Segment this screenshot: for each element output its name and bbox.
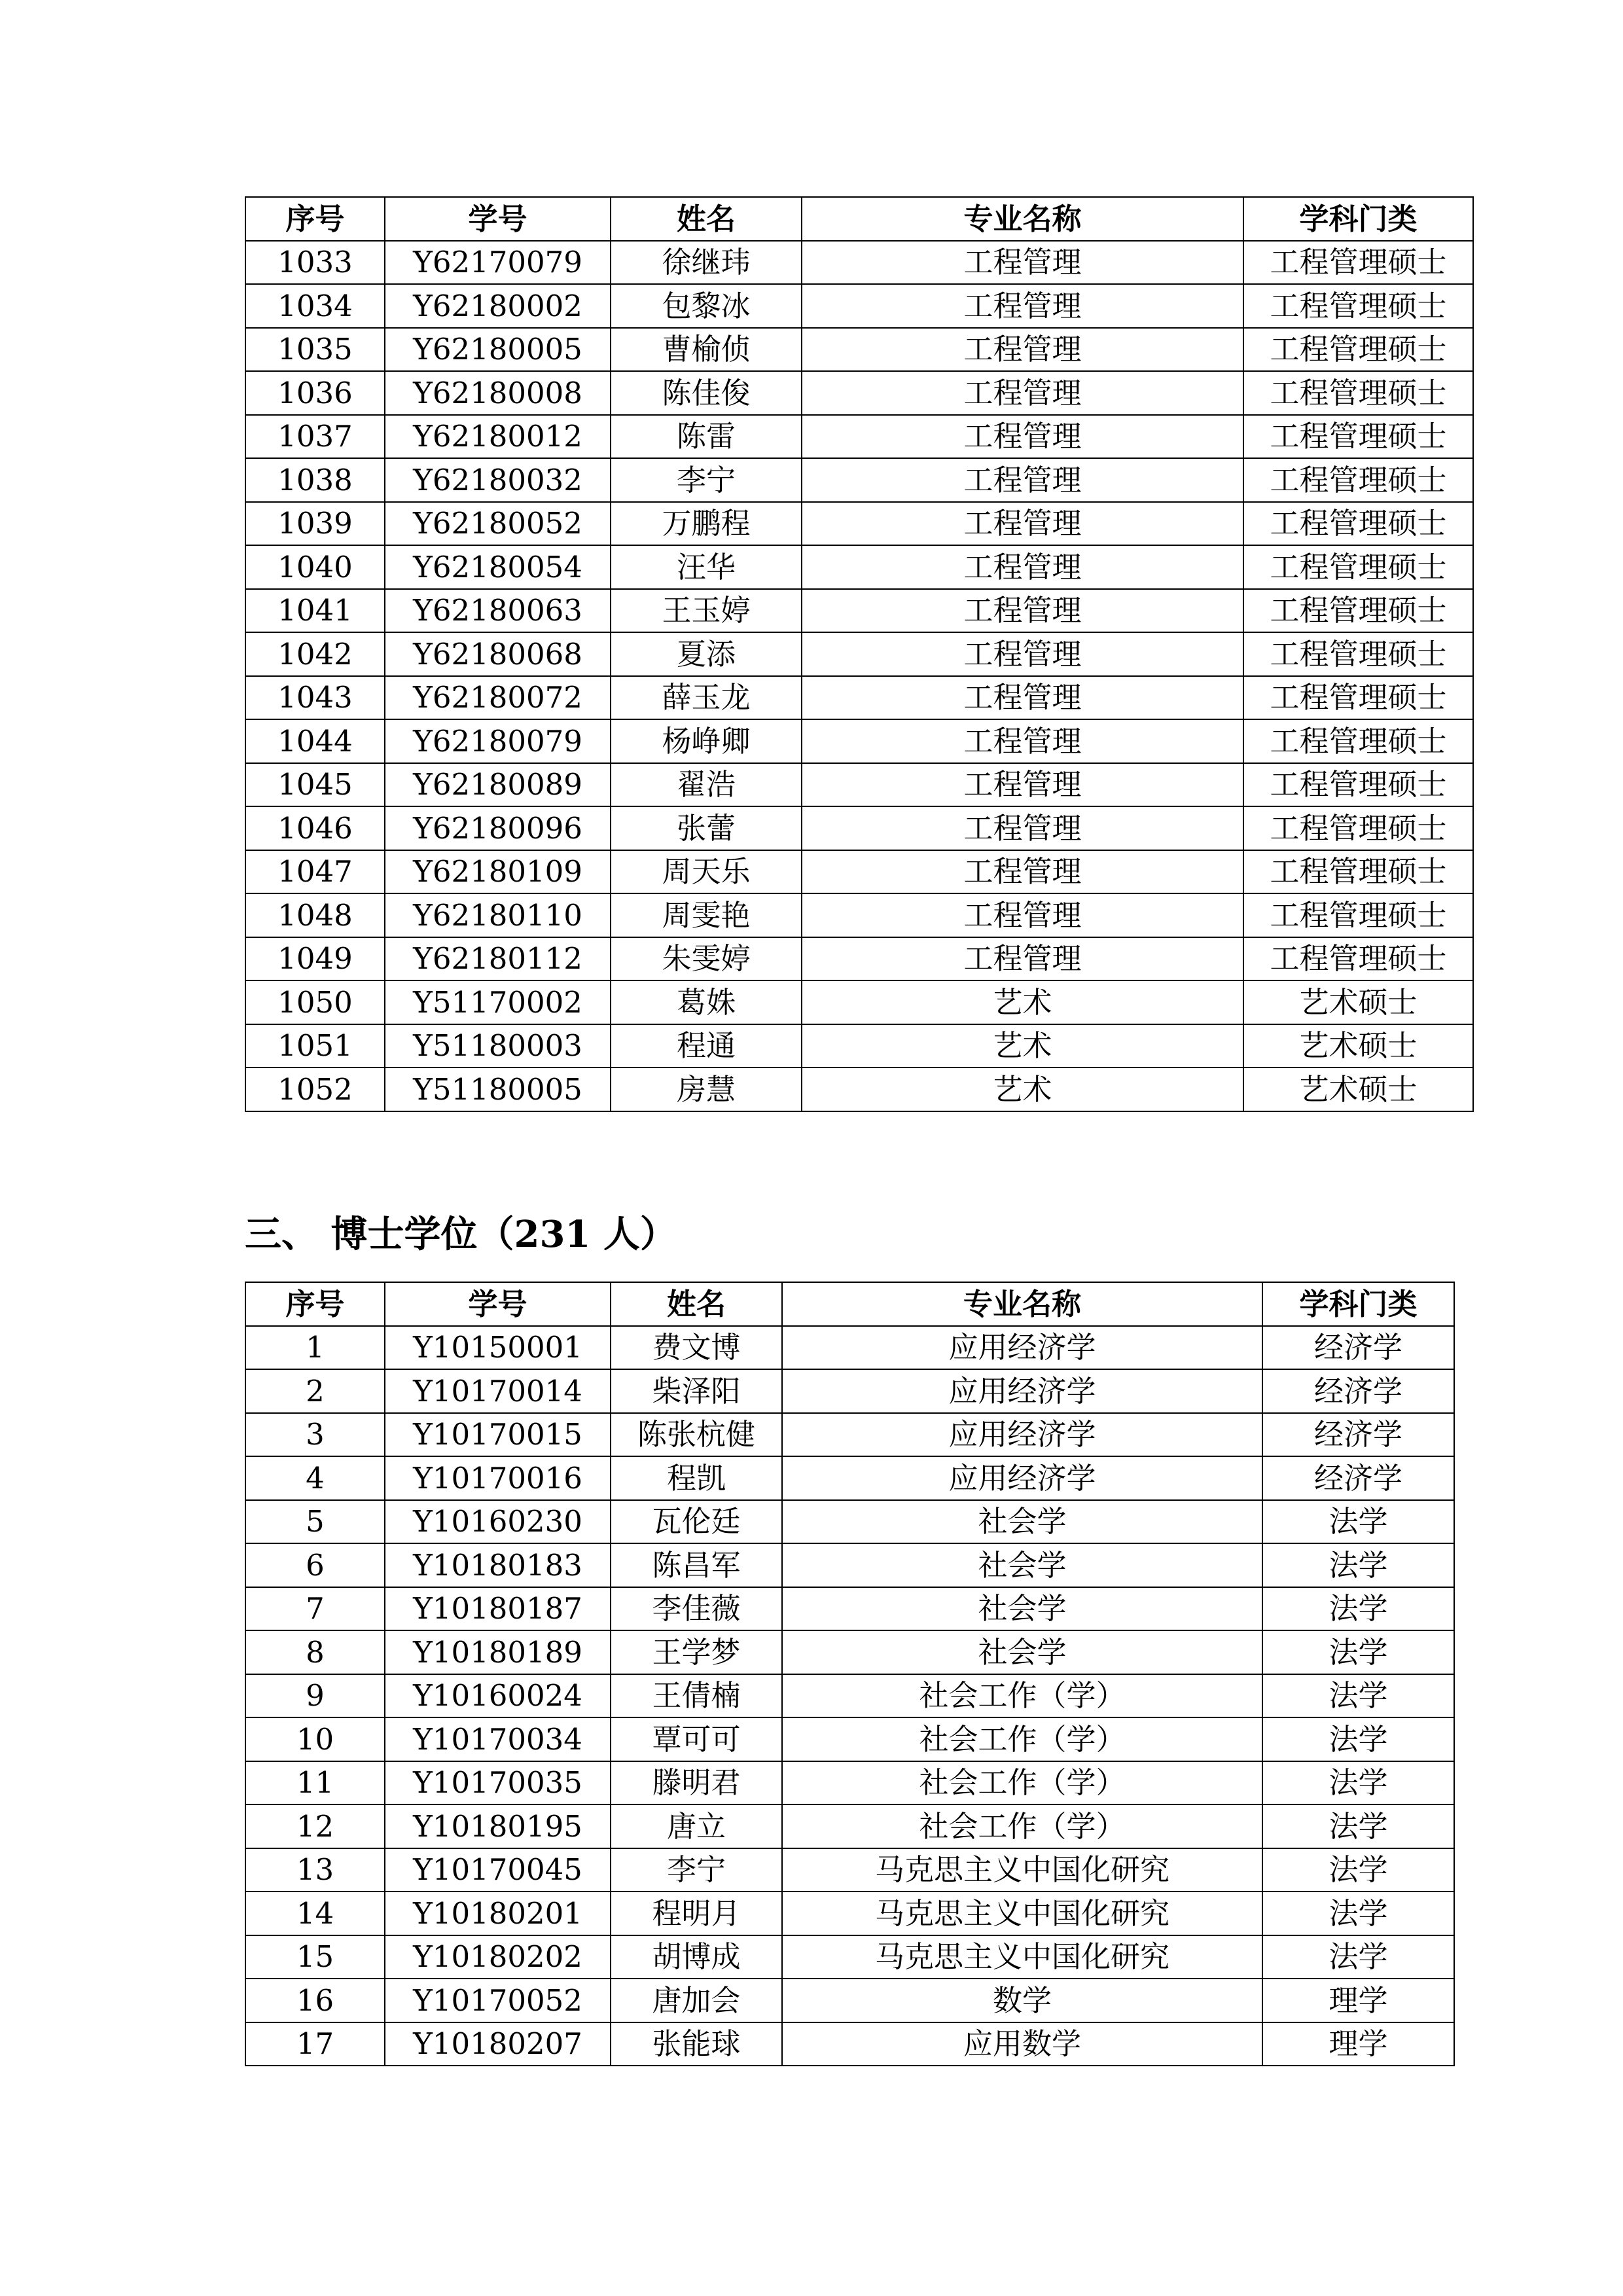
table-row — [245, 1804, 1454, 1848]
cell-discipline: 经济学 — [1262, 1413, 1454, 1457]
cell-discipline: 艺术硕士 — [1243, 1067, 1473, 1111]
table-row — [245, 1848, 1454, 1892]
cell-discipline: 法学 — [1262, 1587, 1454, 1631]
cell-name: 陈张杭健 — [611, 1413, 782, 1457]
cell-index: 10 — [245, 1717, 385, 1761]
cell-index: 1041 — [245, 589, 385, 633]
cell-student-id: Y10170045 — [385, 1848, 611, 1892]
cell-index: 1034 — [245, 284, 385, 328]
cell-major: 工程管理 — [802, 719, 1243, 763]
cell-student-id: Y51180003 — [385, 1024, 611, 1068]
cell-discipline: 工程管理硕士 — [1243, 893, 1473, 937]
column-header-student-id: 学号 — [385, 1282, 611, 1326]
cell-student-id: Y10180187 — [385, 1587, 611, 1631]
cell-major: 工程管理 — [802, 806, 1243, 850]
cell-index: 1050 — [245, 980, 385, 1024]
cell-discipline: 艺术硕士 — [1243, 1024, 1473, 1068]
cell-student-id: Y51170002 — [385, 980, 611, 1024]
column-header-index: 序号 — [245, 197, 385, 241]
cell-major: 马克思主义中国化研究 — [782, 1848, 1262, 1892]
table-row — [245, 1067, 1473, 1111]
table-row — [245, 980, 1473, 1024]
cell-index: 2 — [245, 1369, 385, 1413]
cell-name: 陈佳俊 — [611, 371, 802, 415]
cell-name: 翟浩 — [611, 763, 802, 807]
cell-discipline: 法学 — [1262, 1804, 1454, 1848]
cell-student-id: Y62180110 — [385, 893, 611, 937]
cell-index: 8 — [245, 1630, 385, 1674]
cell-index: 1047 — [245, 850, 385, 894]
cell-student-id: Y62180089 — [385, 763, 611, 807]
cell-major: 社会学 — [782, 1587, 1262, 1631]
section-heading-doctoral-degree: 三、 博士学位（231 人） — [245, 1213, 677, 1256]
cell-student-id: Y10170052 — [385, 1979, 611, 2022]
cell-student-id: Y10180207 — [385, 2022, 611, 2066]
cell-name: 陈雷 — [611, 415, 802, 459]
table-row — [245, 1674, 1454, 1718]
cell-student-id: Y10180201 — [385, 1892, 611, 1935]
cell-major: 工程管理 — [802, 284, 1243, 328]
table-row — [245, 1935, 1454, 1979]
cell-discipline: 法学 — [1262, 1935, 1454, 1979]
cell-student-id: Y62180032 — [385, 458, 611, 502]
cell-index: 16 — [245, 1979, 385, 2022]
cell-discipline: 工程管理硕士 — [1243, 371, 1473, 415]
cell-major: 社会学 — [782, 1543, 1262, 1587]
cell-student-id: Y62180052 — [385, 502, 611, 546]
table-row — [245, 328, 1473, 372]
cell-student-id: Y10160230 — [385, 1500, 611, 1544]
cell-discipline: 法学 — [1262, 1500, 1454, 1544]
cell-name: 张蕾 — [611, 806, 802, 850]
column-header-name: 姓名 — [611, 197, 802, 241]
cell-discipline: 理学 — [1262, 1979, 1454, 2022]
table-body — [245, 1326, 1454, 2066]
cell-discipline: 工程管理硕士 — [1243, 937, 1473, 981]
cell-discipline: 工程管理硕士 — [1243, 676, 1473, 720]
cell-index: 1052 — [245, 1067, 385, 1111]
cell-name: 包黎冰 — [611, 284, 802, 328]
cell-major: 应用数学 — [782, 2022, 1262, 2066]
table-row — [245, 1587, 1454, 1631]
cell-student-id: Y10180202 — [385, 1935, 611, 1979]
column-header-index: 序号 — [245, 1282, 385, 1326]
cell-student-id: Y62180109 — [385, 850, 611, 894]
cell-index: 1033 — [245, 241, 385, 285]
cell-student-id: Y62180096 — [385, 806, 611, 850]
table-row — [245, 632, 1473, 676]
cell-name: 程通 — [611, 1024, 802, 1068]
cell-discipline: 经济学 — [1262, 1369, 1454, 1413]
cell-index: 17 — [245, 2022, 385, 2066]
cell-major: 应用经济学 — [782, 1369, 1262, 1413]
cell-name: 杨峥卿 — [611, 719, 802, 763]
cell-discipline: 经济学 — [1262, 1326, 1454, 1370]
cell-discipline: 法学 — [1262, 1892, 1454, 1935]
cell-discipline: 法学 — [1262, 1717, 1454, 1761]
cell-index: 1039 — [245, 502, 385, 546]
cell-student-id: Y62180068 — [385, 632, 611, 676]
cell-major: 应用经济学 — [782, 1456, 1262, 1500]
cell-discipline: 法学 — [1262, 1848, 1454, 1892]
cell-discipline: 工程管理硕士 — [1243, 806, 1473, 850]
cell-student-id: Y62180002 — [385, 284, 611, 328]
table-row — [245, 241, 1473, 285]
cell-index: 1035 — [245, 328, 385, 372]
cell-name: 费文博 — [611, 1326, 782, 1370]
cell-student-id: Y62180112 — [385, 937, 611, 981]
cell-name: 李佳薇 — [611, 1587, 782, 1631]
cell-student-id: Y10160024 — [385, 1674, 611, 1718]
column-header-major: 专业名称 — [782, 1282, 1262, 1326]
cell-name: 唐立 — [611, 1804, 782, 1848]
cell-student-id: Y62180079 — [385, 719, 611, 763]
cell-major: 工程管理 — [802, 502, 1243, 546]
cell-major: 工程管理 — [802, 676, 1243, 720]
table-row — [245, 1761, 1454, 1805]
cell-name: 朱雯婷 — [611, 937, 802, 981]
table-header-row — [245, 197, 1473, 241]
cell-name: 瓦伦廷 — [611, 1500, 782, 1544]
cell-index: 1 — [245, 1326, 385, 1370]
cell-student-id: Y10180189 — [385, 1630, 611, 1674]
column-header-name: 姓名 — [611, 1282, 782, 1326]
cell-major: 工程管理 — [802, 458, 1243, 502]
cell-index: 3 — [245, 1413, 385, 1457]
cell-name: 周天乐 — [611, 850, 802, 894]
table-row — [245, 1630, 1454, 1674]
table-row — [245, 1500, 1454, 1544]
cell-name: 万鹏程 — [611, 502, 802, 546]
cell-student-id: Y10170035 — [385, 1761, 611, 1805]
cell-discipline: 工程管理硕士 — [1243, 502, 1473, 546]
table-row — [245, 1979, 1454, 2022]
cell-index: 1042 — [245, 632, 385, 676]
cell-name: 王玉婷 — [611, 589, 802, 633]
cell-discipline: 工程管理硕士 — [1243, 632, 1473, 676]
table-row — [245, 1543, 1454, 1587]
cell-major: 应用经济学 — [782, 1413, 1262, 1457]
table-row — [245, 2022, 1454, 2066]
cell-major: 马克思主义中国化研究 — [782, 1892, 1262, 1935]
cell-major: 艺术 — [802, 980, 1243, 1024]
column-header-student-id: 学号 — [385, 197, 611, 241]
table-row — [245, 1456, 1454, 1500]
cell-index: 12 — [245, 1804, 385, 1848]
cell-name: 葛姝 — [611, 980, 802, 1024]
cell-index: 1040 — [245, 545, 385, 589]
cell-name: 程明月 — [611, 1892, 782, 1935]
table-body — [245, 241, 1473, 1111]
cell-index: 15 — [245, 1935, 385, 1979]
cell-major: 工程管理 — [802, 328, 1243, 372]
cell-name: 李宁 — [611, 458, 802, 502]
cell-index: 1046 — [245, 806, 385, 850]
table-row — [245, 937, 1473, 981]
cell-index: 5 — [245, 1500, 385, 1544]
cell-discipline: 工程管理硕士 — [1243, 458, 1473, 502]
table-row — [245, 893, 1473, 937]
cell-name: 陈昌军 — [611, 1543, 782, 1587]
cell-index: 6 — [245, 1543, 385, 1587]
table-row — [245, 1717, 1454, 1761]
doctoral-degree-table — [245, 1282, 1455, 2066]
cell-major: 社会工作（学） — [782, 1717, 1262, 1761]
cell-name: 张能球 — [611, 2022, 782, 2066]
cell-index: 14 — [245, 1892, 385, 1935]
cell-major: 艺术 — [802, 1067, 1243, 1111]
cell-discipline: 法学 — [1262, 1761, 1454, 1805]
cell-major: 工程管理 — [802, 937, 1243, 981]
table-row — [245, 371, 1473, 415]
masters-degree-table — [245, 196, 1474, 1112]
table-row — [245, 676, 1473, 720]
cell-student-id: Y62180005 — [385, 328, 611, 372]
cell-major: 艺术 — [802, 1024, 1243, 1068]
column-header-discipline: 学科门类 — [1262, 1282, 1454, 1326]
cell-index: 1049 — [245, 937, 385, 981]
cell-index: 1043 — [245, 676, 385, 720]
column-header-major: 专业名称 — [802, 197, 1243, 241]
cell-major: 工程管理 — [802, 415, 1243, 459]
cell-student-id: Y62180012 — [385, 415, 611, 459]
cell-major: 马克思主义中国化研究 — [782, 1935, 1262, 1979]
table-header-row — [245, 1282, 1454, 1326]
cell-discipline: 工程管理硕士 — [1243, 545, 1473, 589]
cell-name: 胡博成 — [611, 1935, 782, 1979]
table-row — [245, 415, 1473, 459]
cell-discipline: 工程管理硕士 — [1243, 284, 1473, 328]
cell-index: 1036 — [245, 371, 385, 415]
cell-major: 工程管理 — [802, 241, 1243, 285]
cell-major: 社会工作（学） — [782, 1804, 1262, 1848]
cell-name: 覃可可 — [611, 1717, 782, 1761]
table-row — [245, 284, 1473, 328]
cell-major: 工程管理 — [802, 632, 1243, 676]
cell-student-id: Y62180063 — [385, 589, 611, 633]
cell-discipline: 工程管理硕士 — [1243, 719, 1473, 763]
cell-name: 房慧 — [611, 1067, 802, 1111]
cell-index: 1044 — [245, 719, 385, 763]
table-row — [245, 1892, 1454, 1935]
cell-major: 工程管理 — [802, 763, 1243, 807]
cell-discipline: 艺术硕士 — [1243, 980, 1473, 1024]
cell-name: 王学梦 — [611, 1630, 782, 1674]
cell-major: 社会学 — [782, 1500, 1262, 1544]
cell-major: 工程管理 — [802, 893, 1243, 937]
cell-name: 唐加会 — [611, 1979, 782, 2022]
table-row — [245, 806, 1473, 850]
cell-name: 王倩楠 — [611, 1674, 782, 1718]
table-row — [245, 589, 1473, 633]
cell-index: 7 — [245, 1587, 385, 1631]
cell-major: 工程管理 — [802, 545, 1243, 589]
cell-major: 数学 — [782, 1979, 1262, 2022]
cell-major: 工程管理 — [802, 371, 1243, 415]
cell-major: 社会学 — [782, 1630, 1262, 1674]
cell-name: 汪华 — [611, 545, 802, 589]
cell-student-id: Y10170034 — [385, 1717, 611, 1761]
cell-index: 1037 — [245, 415, 385, 459]
table-row — [245, 1413, 1454, 1457]
cell-student-id: Y62170079 — [385, 241, 611, 285]
cell-index: 11 — [245, 1761, 385, 1805]
cell-index: 13 — [245, 1848, 385, 1892]
cell-discipline: 工程管理硕士 — [1243, 589, 1473, 633]
cell-name: 程凯 — [611, 1456, 782, 1500]
cell-student-id: Y10170016 — [385, 1456, 611, 1500]
table-row — [245, 458, 1473, 502]
cell-discipline: 工程管理硕士 — [1243, 763, 1473, 807]
table-row — [245, 545, 1473, 589]
cell-discipline: 工程管理硕士 — [1243, 415, 1473, 459]
cell-student-id: Y62180072 — [385, 676, 611, 720]
cell-major: 工程管理 — [802, 589, 1243, 633]
cell-index: 1038 — [245, 458, 385, 502]
table-row — [245, 763, 1473, 807]
cell-name: 徐继玮 — [611, 241, 802, 285]
cell-student-id: Y10150001 — [385, 1326, 611, 1370]
table-row — [245, 502, 1473, 546]
cell-index: 1045 — [245, 763, 385, 807]
cell-index: 4 — [245, 1456, 385, 1500]
cell-student-id: Y62180008 — [385, 371, 611, 415]
cell-discipline: 工程管理硕士 — [1243, 328, 1473, 372]
cell-major: 社会工作（学） — [782, 1761, 1262, 1805]
cell-index: 9 — [245, 1674, 385, 1718]
cell-index: 1051 — [245, 1024, 385, 1068]
table-row — [245, 1326, 1454, 1370]
cell-student-id: Y10180183 — [385, 1543, 611, 1587]
cell-student-id: Y10170014 — [385, 1369, 611, 1413]
cell-discipline: 法学 — [1262, 1630, 1454, 1674]
cell-name: 周雯艳 — [611, 893, 802, 937]
table-row — [245, 1369, 1454, 1413]
cell-discipline: 工程管理硕士 — [1243, 850, 1473, 894]
cell-major: 应用经济学 — [782, 1326, 1262, 1370]
table-row — [245, 1024, 1473, 1068]
column-header-discipline: 学科门类 — [1243, 197, 1473, 241]
cell-name: 曹榆侦 — [611, 328, 802, 372]
cell-major: 社会工作（学） — [782, 1674, 1262, 1718]
cell-major: 工程管理 — [802, 850, 1243, 894]
cell-name: 柴泽阳 — [611, 1369, 782, 1413]
cell-index: 1048 — [245, 893, 385, 937]
cell-name: 李宁 — [611, 1848, 782, 1892]
cell-student-id: Y10180195 — [385, 1804, 611, 1848]
cell-discipline: 法学 — [1262, 1543, 1454, 1587]
cell-name: 薛玉龙 — [611, 676, 802, 720]
cell-name: 夏添 — [611, 632, 802, 676]
cell-discipline: 理学 — [1262, 2022, 1454, 2066]
cell-discipline: 经济学 — [1262, 1456, 1454, 1500]
cell-discipline: 法学 — [1262, 1674, 1454, 1718]
table-row — [245, 719, 1473, 763]
cell-discipline: 工程管理硕士 — [1243, 241, 1473, 285]
table-row — [245, 850, 1473, 894]
cell-student-id: Y10170015 — [385, 1413, 611, 1457]
cell-student-id: Y62180054 — [385, 545, 611, 589]
cell-student-id: Y51180005 — [385, 1067, 611, 1111]
cell-name: 滕明君 — [611, 1761, 782, 1805]
